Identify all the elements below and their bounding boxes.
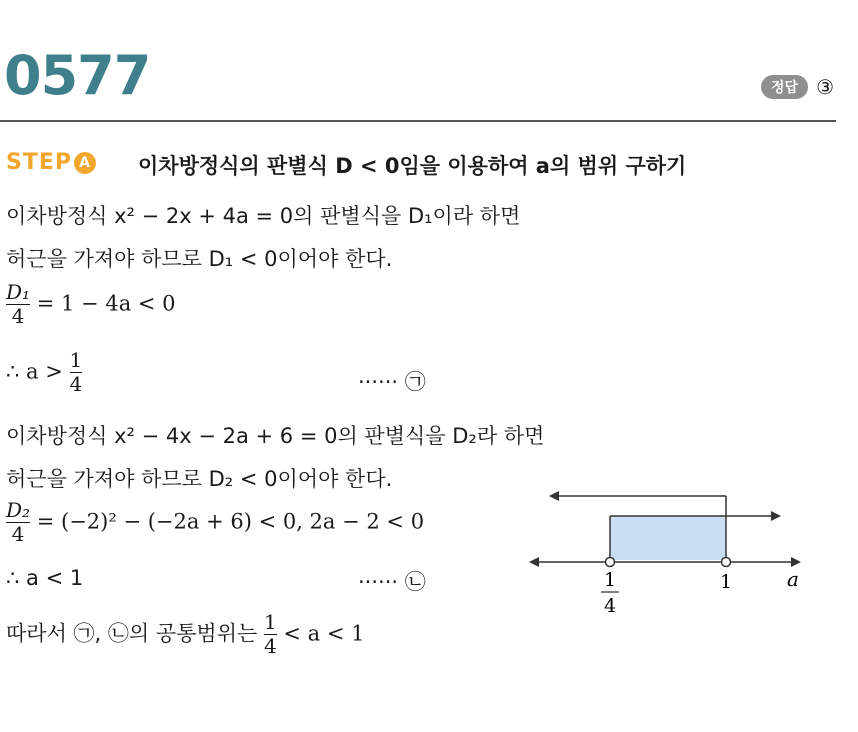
tick-label-quarter-num: 1	[603, 569, 617, 591]
fraction-numerator: 1	[263, 610, 277, 634]
axis-right-arrow	[791, 557, 801, 567]
fraction-denominator: 4	[11, 522, 25, 546]
conclusion-text: 따라서 ㉠, ㉡의 공통범위는	[6, 621, 258, 646]
axis-left-arrow	[529, 557, 539, 567]
answer-badge: 정답	[761, 75, 808, 99]
answer-area	[761, 75, 834, 99]
step-label-text: STEP	[6, 150, 73, 175]
fraction-one-quarter-final	[264, 612, 277, 657]
number-line-diagram	[525, 482, 825, 622]
fraction-d2-over-4	[6, 500, 30, 545]
inequality-text: ∴ a >	[6, 359, 63, 384]
fraction-d1-over-4	[6, 282, 30, 327]
open-point-one	[722, 558, 731, 567]
open-point-quarter	[606, 558, 615, 567]
solution-line-6: 허근을 가져야 하므로 D₂ < 0이어야 한다.	[6, 467, 393, 491]
fraction-numerator: 1	[69, 348, 83, 372]
fraction-numerator: D₂	[6, 498, 31, 522]
arrow-right-head	[771, 511, 781, 521]
fraction-numerator: D₁	[6, 280, 31, 304]
fraction-denominator: 4	[69, 372, 83, 396]
step-title: 이차방정식의 판별식 D < 0임을 이용하여 a의 범위 구하기	[138, 154, 687, 178]
axis-label: a	[787, 567, 799, 591]
header-divider	[0, 120, 836, 122]
tag-2: ······ ㉡	[358, 570, 426, 594]
answer-value: ③	[816, 75, 834, 99]
solution-line-8: ∴ a < 1	[6, 566, 84, 590]
equation-text: = (−2)² − (−2a + 6) < 0, 2a − 2 < 0	[36, 509, 425, 534]
equation-text: = 1 − 4a < 0	[36, 291, 176, 316]
conclusion-inequality: < a < 1	[283, 621, 365, 646]
tick-label-quarter-den: 4	[603, 595, 617, 617]
solution-line-2: 허근을 가져야 하므로 D₁ < 0이어야 한다.	[6, 247, 393, 271]
fraction-one-quarter	[70, 350, 83, 395]
step-label	[6, 150, 96, 175]
step-badge: A	[74, 152, 96, 174]
arrow-left-head	[549, 491, 559, 501]
fraction-denominator: 4	[11, 304, 25, 328]
solution-line-7	[6, 500, 424, 545]
solution-line-5: 이차방정식 x² − 4x − 2a + 6 = 0의 판별식을 D₂라 하면	[6, 424, 545, 448]
fraction-denominator: 4	[263, 634, 277, 658]
solution-line-3	[6, 282, 176, 327]
solution-line-1: 이차방정식 x² − 2x + 4a = 0의 판별식을 D₁이라 하면	[6, 204, 521, 228]
solution-line-9	[6, 612, 365, 657]
tick-label-one: 1	[719, 571, 733, 593]
common-range-highlight	[610, 516, 726, 560]
problem-number: 0577	[4, 44, 151, 107]
solution-line-4	[6, 350, 82, 395]
tag-1: ······ ㉠	[358, 370, 426, 394]
